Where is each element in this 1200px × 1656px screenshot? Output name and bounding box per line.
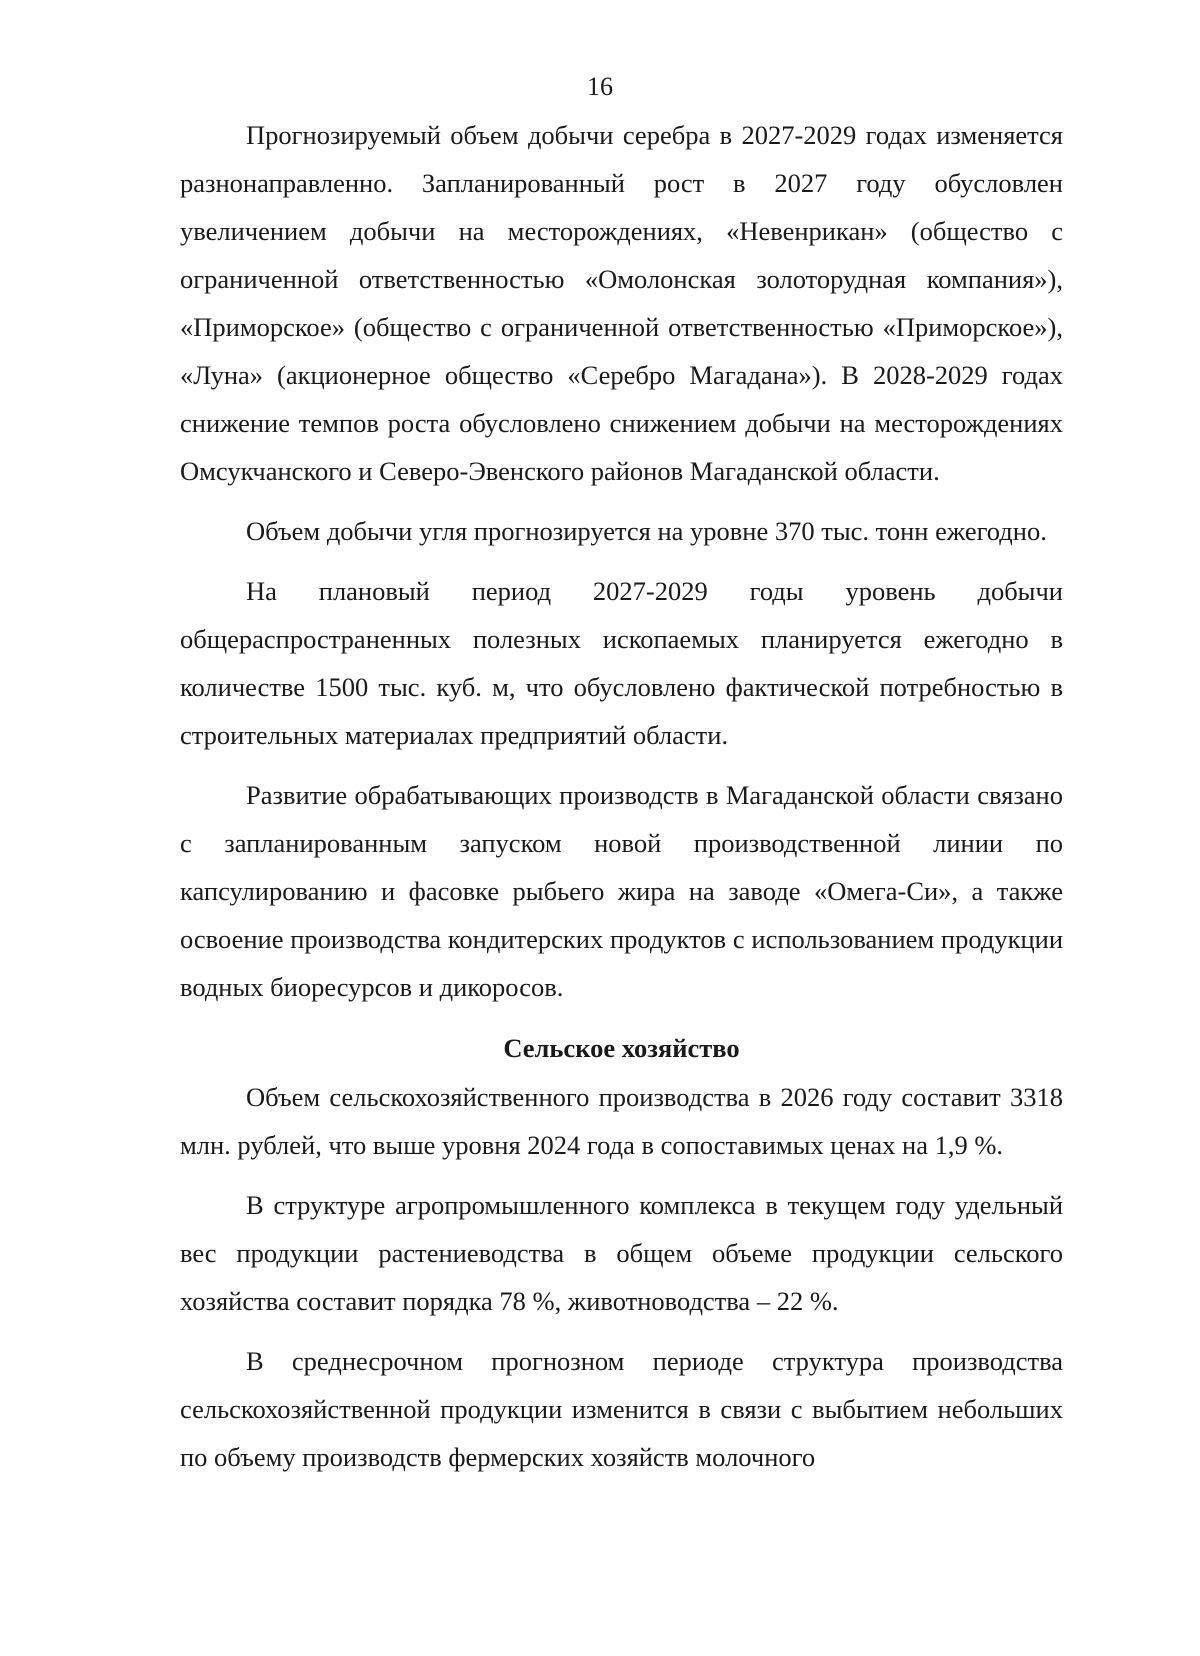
paragraph-agriculture-volume: Объем сельскохозяйственного производства в 2026 году составит 3318 млн. рублей, что выше уровня 2024 года в сопоставимых ценах на 1,9 %. (180, 1082, 1063, 1160)
section-heading: Сельское хозяйство (503, 1033, 740, 1063)
document-body (180, 111, 1063, 1493)
paragraph-silver-mining: Прогнозируемый объем добычи серебра в 2027-2029 годах изменяется разнонаправленно. Запланированный рост в 2027 году обусловлен увеличением добычи на месторождениях, «Невенрикан» (общество с ограниченной ответственностью «Омолонская золоторудная компания»), «Приморское» (общество с ограниченной ответственностью «Приморское»), «Луна» (акционерное общество «Серебро Магадана»). В 2028-2029 годах снижение темпов роста обусловлено снижением добычи на месторождениях Омсукчанского и Северо-Эвенского районов Магаданской области. (180, 120, 1063, 486)
page-number: 16 (587, 72, 613, 101)
paragraph-manufacturing: Развитие обрабатывающих производств в Магаданской области связано с запланированным запуском новой производственной линии по капсулированию и фасовке рыбьего жира на заводе «Омега-Си», а также освоение производства кондитерских продуктов с использованием продукции водных биоресурсов и дикоросов. (180, 780, 1063, 1002)
paragraph-agro-structure: В структуре агропромышленного комплекса в текущем году удельный вес продукции растениеводства в общем объеме продукции сельского хозяйства составит порядка 78 %, животноводства – 22 %. (180, 1190, 1063, 1316)
paragraph-medium-term-forecast: В среднесрочном прогнозном периоде структура производства сельскохозяйственной продукции изменится в связи с выбытием небольших по объему производств фермерских хозяйств молочного (180, 1346, 1063, 1472)
paragraph-coal-mining: Объем добычи угля прогнозируется на уровне 370 тыс. тонн ежегодно. (246, 516, 1047, 546)
paragraph-common-minerals: На плановый период 2027-2029 годы уровень добычи общераспространенных полезных ископаемых планируется ежегодно в количестве 1500 тыс. куб. м, что обусловлено фактической потребностью в строительных материалах предприятий области. (180, 576, 1063, 750)
